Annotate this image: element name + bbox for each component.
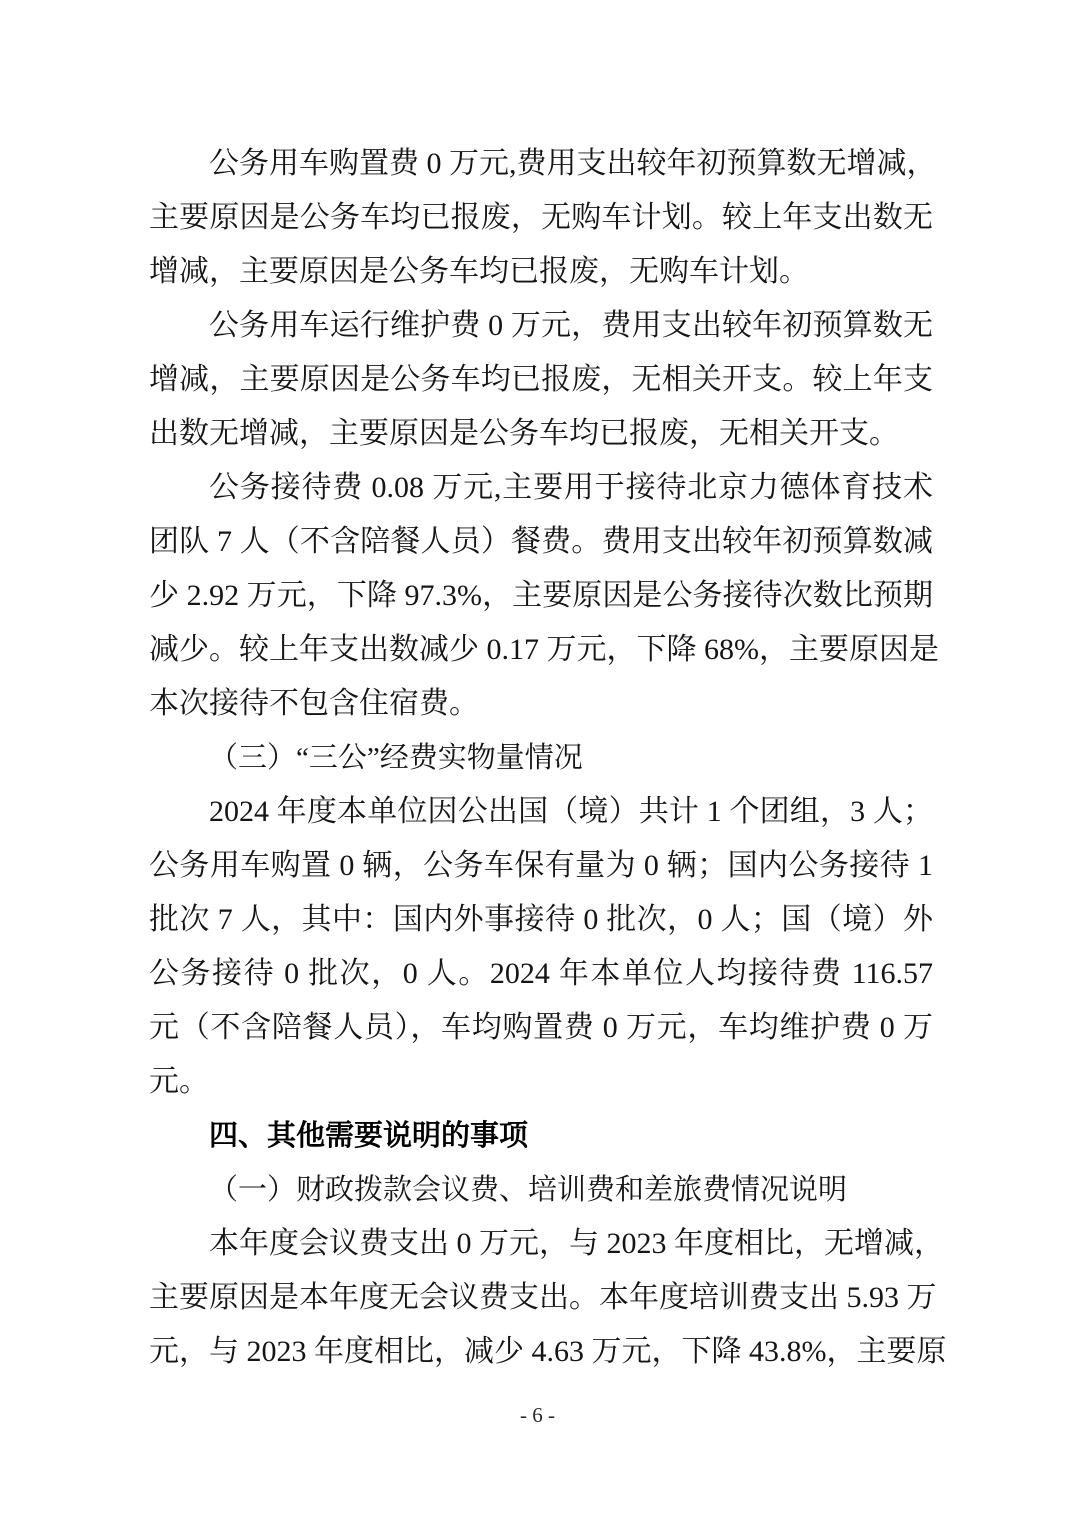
text-line: 少 2.92 万元，下降 97.3%，主要原因是公务接待次数比预期 [149, 579, 933, 612]
page-number: - 6 - [520, 1403, 555, 1427]
page-footer [0, 1403, 1075, 1428]
text-line: （三）“三公”经费实物量情况 [209, 742, 583, 774]
text-line: 出数无增减，主要原因是公务车均已报废，无相关开支。 [149, 417, 899, 450]
text-line: 增减，主要原因是公务车均已报废，无相关开支。较上年支 [149, 363, 933, 396]
text-line: 公务接待 0 批次，0 人。2024 年本单位人均接待费 116.57 [149, 957, 933, 990]
text-line: 公务用车购置 0 辆，公务车保有量为 0 辆；国内公务接待 1 [149, 849, 933, 882]
text-line: 元，与 2023 年度相比，减少 4.63 万元，下降 43.8%，主要原 [149, 1335, 947, 1368]
text-line: 元（不含陪餐人员），车均购置费 0 万元，车均维护费 0 万 [149, 1011, 933, 1044]
text-line: 公务接待费 0.08 万元,主要用于接待北京力德体育技术 [209, 471, 933, 504]
text-line: 公务用车购置费 0 万元,费用支出较年初预算数无增减， [209, 147, 937, 180]
text-line: 本次接待不包含住宿费。 [149, 687, 479, 720]
text-line: 团队 7 人（不含陪餐人员）餐费。费用支出较年初预算数减 [149, 525, 933, 558]
text-line: 本年度会议费支出 0 万元，与 2023 年度相比，无增减， [209, 1227, 944, 1260]
text-line: （一）财政拨款会议费、培训费和差旅费情况说明 [209, 1174, 848, 1206]
text-line: 批次 7 人，其中：国内外事接待 0 批次，0 人；国（境）外 [149, 903, 933, 936]
text-line: 元。 [149, 1065, 209, 1098]
text-line: 2024 年度本单位因公出国（境）共计 1 个团组，3 人； [209, 795, 933, 828]
text-line: 主要原因是本年度无会议费支出。本年度培训费支出 5.93 万 [149, 1281, 937, 1314]
text-line: 增减，主要原因是公务车均已报废，无购车计划。 [149, 255, 809, 288]
text-line: 主要原因是公务车均已报废，无购车计划。较上年支出数无 [149, 201, 933, 234]
text-line: 四、其他需要说明的事项 [209, 1120, 529, 1152]
text-line: 公务用车运行维护费 0 万元，费用支出较年初预算数无 [209, 309, 933, 342]
document-body [149, 137, 947, 1379]
text-line: 减少。较上年支出数减少 0.17 万元，下降 68%，主要原因是 [149, 633, 939, 666]
